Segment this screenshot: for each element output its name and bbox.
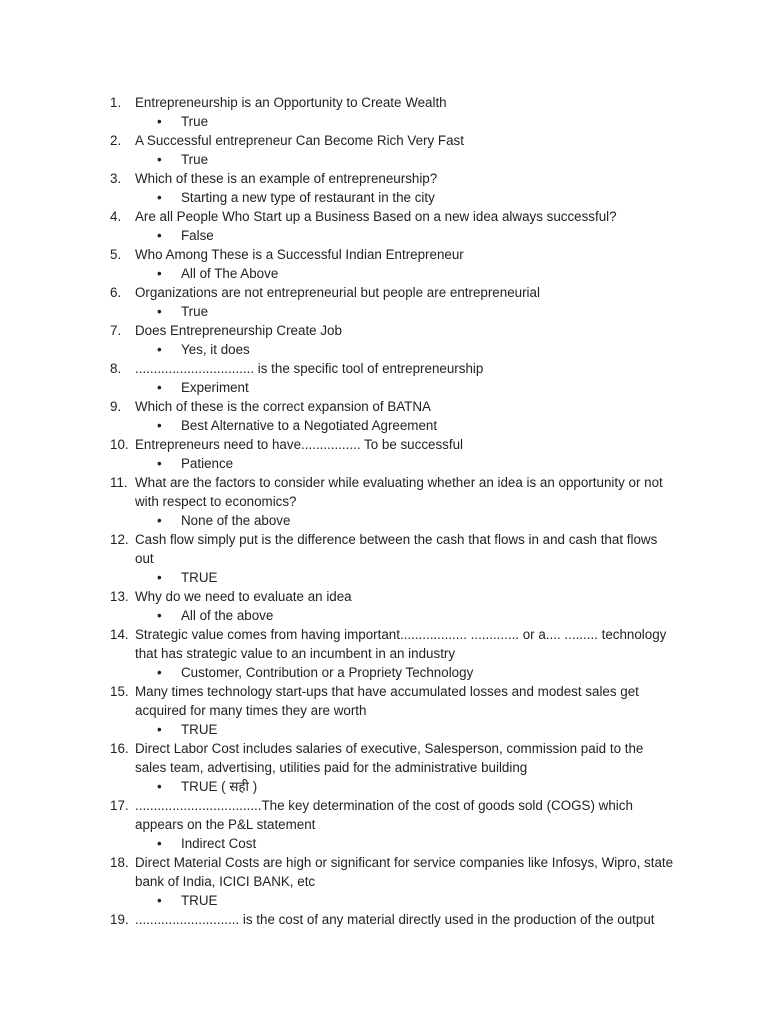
question-number: 1. [110,95,122,110]
question-number: 15. [110,684,129,699]
question-item [110,93,678,131]
question-item [110,397,678,435]
answer-text: Best Alternative to a Negotiated Agreement [181,418,438,433]
question-text: Strategic value comes from having important.................. ............. or a.... ......... technology that has strategic value to an incumbent in an industry [135,627,667,661]
question-number: 19. [110,912,129,927]
question-number: 17. [110,798,129,813]
question-item [110,245,678,283]
question-text: Entrepreneurs need to have................ To be successful [135,437,464,452]
question-item [110,359,678,397]
question-item [110,131,678,169]
question-item [110,283,678,321]
question-number: 18. [110,855,129,870]
question-item [110,435,678,473]
question-number: 5. [110,247,122,262]
question-text: Entrepreneurship is an Opportunity to Create Wealth [135,95,447,110]
question-number: 2. [110,133,122,148]
answer-text: Customer, Contribution or a Propriety Technology [181,665,474,680]
question-number: 9. [110,399,122,414]
bullet-icon: • [157,779,162,794]
question-number: 4. [110,209,122,224]
bullet-icon: • [157,114,162,129]
bullet-icon: • [157,266,162,281]
answer-text: True [181,152,209,167]
question-item [110,169,678,207]
question-item [110,739,678,796]
bullet-icon: • [157,893,162,908]
question-text: Direct Labor Cost includes salaries of executive, Salesperson, commission paid to the sales team, advertising, utilities paid for the administrative building [135,741,644,775]
answer-text: Experiment [181,380,249,395]
question-item [110,625,678,682]
answer-text: Patience [181,456,234,471]
question-item [110,853,678,910]
question-number: 10. [110,437,129,452]
question-text: What are the factors to consider while evaluating whether an idea is an opportunity or not with respect to economics? [135,475,663,509]
bullet-icon: • [157,456,162,471]
question-text: Are all People Who Start up a Business Based on a new idea always successful? [135,209,617,224]
answer-text: TRUE [181,893,218,908]
question-text: Does Entrepreneurship Create Job [135,323,342,338]
answer-text: Yes, it does [181,342,250,357]
question-text: Direct Material Costs are high or significant for service companies like Infosys, Wipro, state bank of India, ICICI BANK, etc [135,855,674,889]
question-number: 6. [110,285,122,300]
answer-text: All of The Above [181,266,279,281]
answer-text: All of the above [181,608,274,623]
question-item [110,530,678,587]
question-text: Many times technology start-ups that have accumulated losses and modest sales get acquired for many times they are worth [135,684,639,718]
question-item [110,910,678,929]
question-item [110,321,678,359]
question-number: 11. [110,475,128,490]
question-number: 16. [110,741,129,756]
answer-text: TRUE [181,570,218,585]
question-number: 14. [110,627,129,642]
question-text: Cash flow simply put is the difference between the cash that flows in and cash that flows out [135,532,658,566]
question-item [110,473,678,530]
question-list [110,93,678,929]
answer-text: False [181,228,214,243]
question-text: Why do we need to evaluate an idea [135,589,352,604]
question-text: Which of these is an example of entrepreneurship? [135,171,438,186]
bullet-icon: • [157,570,162,585]
bullet-icon: • [157,836,162,851]
question-number: 7. [110,323,122,338]
bullet-icon: • [157,228,162,243]
question-text: ................................ is the specific tool of entrepreneurship [135,361,484,376]
answer-text: Starting a new type of restaurant in the city [181,190,435,205]
question-number: 13. [110,589,129,604]
bullet-icon: • [157,513,162,528]
question-text: ..................................The key determination of the cost of goods sold (COGS) which appears on the P&L statement [135,798,633,832]
bullet-icon: • [157,190,162,205]
question-item [110,682,678,739]
question-text: Which of these is the correct expansion of BATNA [135,399,431,414]
question-number: 8. [110,361,122,376]
question-text: Organizations are not entrepreneurial but people are entrepreneurial [135,285,540,300]
answer-text: True [181,114,209,129]
question-number: 3. [110,171,122,186]
question-item [110,587,678,625]
bullet-icon: • [157,418,162,433]
bullet-icon: • [157,665,162,680]
bullet-icon: • [157,608,162,623]
answer-text: True [181,304,209,319]
answer-text: TRUE [181,722,218,737]
bullet-icon: • [157,342,162,357]
question-number: 12. [110,532,129,547]
question-text: ............................ is the cost of any material directly used in the production of the output [135,912,655,927]
question-text: Who Among These is a Successful Indian Entrepreneur [135,247,464,262]
answer-text: TRUE ( सही ) [181,779,258,794]
bullet-icon: • [157,722,162,737]
question-text: A Successful entrepreneur Can Become Rich Very Fast [135,133,464,148]
answer-text: None of the above [181,513,291,528]
bullet-icon: • [157,380,162,395]
question-item [110,207,678,245]
answer-text: Indirect Cost [181,836,257,851]
bullet-icon: • [157,152,162,167]
bullet-icon: • [157,304,162,319]
question-item [110,796,678,853]
